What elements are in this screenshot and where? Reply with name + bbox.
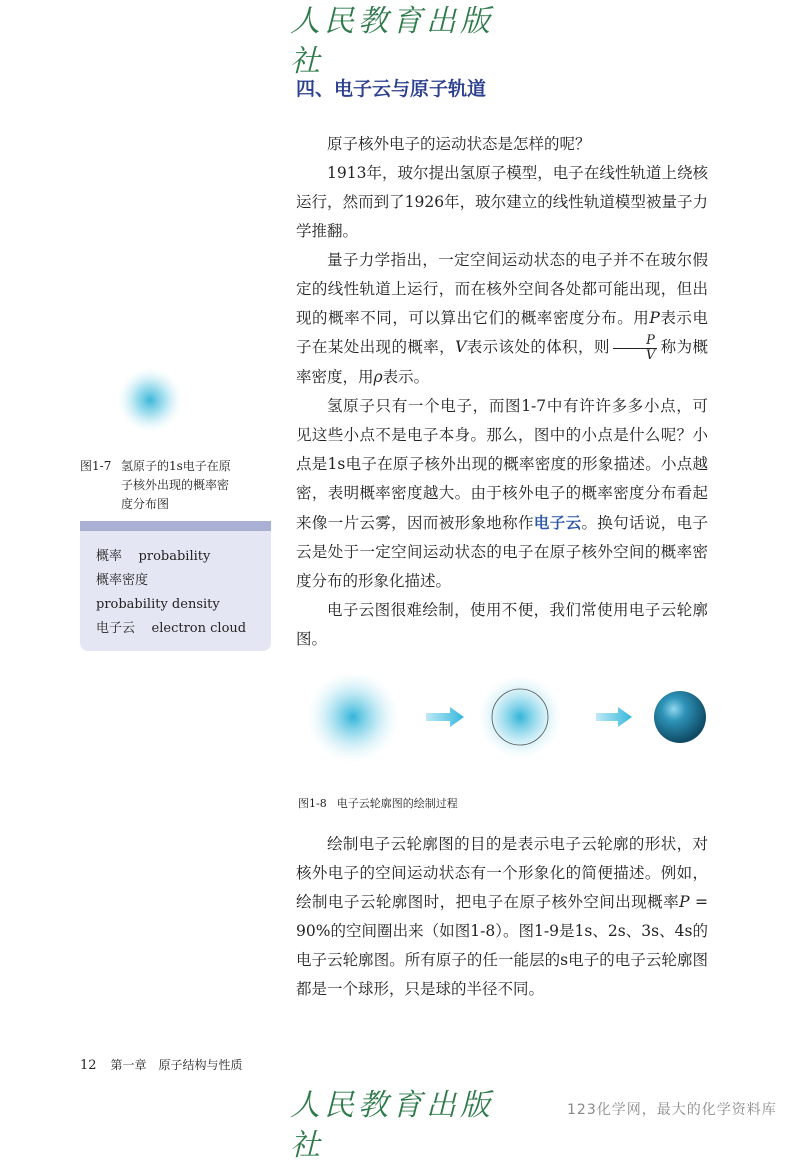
fraction-numerator: P (613, 334, 657, 349)
fraction-denominator: V (645, 347, 656, 363)
p3-symbol-rho: ρ (373, 367, 383, 386)
page-number: 12 (80, 1058, 97, 1073)
p3-symbol-P: P (649, 309, 660, 327)
arrow-right-icon (596, 707, 632, 727)
chapter-title: 第一章 原子结构与性质 (110, 1058, 243, 1072)
vocabulary-box (80, 521, 271, 651)
page-footer (80, 1056, 243, 1073)
vocab-item (96, 617, 271, 641)
p3-text-c: 表示该处的体积，则 (466, 338, 610, 356)
fraction-P-over-V (613, 334, 657, 363)
paragraph-2: 1913年，玻尔提出氢原子模型，电子在线性轨道上绕核运行，然而到了1926年，玻尔建立的线性轨道模型被量子力学推翻。 (296, 164, 708, 240)
p6-symbol-P: P (679, 893, 690, 911)
vocab-item (96, 593, 271, 617)
p6-text-a: 绘制电子云轮廓图的目的是表示电子云轮廓的形状，对核外电子的空间运动状态有一个形象化的简便描述。例如，绘制电子云轮廓图时，把电子在原子核外空间出现概率 (296, 835, 708, 911)
paragraph-1: 原子核外电子的运动状态是怎样的呢？ (327, 135, 591, 153)
paragraph-6 (296, 830, 708, 1004)
p3-text-e: 表示。 (382, 367, 430, 386)
p6-text-b: = 90%的空间圈出来（如图1-8）。图1-9是1s、2s、3s、4s的电子云轮廓图。所有原子的任一能层的s电子的电子云轮廓图都是一个球形，只是球的半径不同。 (296, 893, 708, 998)
term-electron-cloud: 电子云 (533, 512, 582, 532)
vocab-en: probability density (96, 597, 220, 612)
section-title: 四、电子云与原子轨道 (296, 78, 487, 100)
paragraph-5: 电子云图很难绘制，使用不便，我们常使用电子云轮廓图。 (296, 600, 708, 648)
arrow-right-icon (426, 707, 464, 727)
vocab-item (96, 569, 271, 593)
electron-cloud-dots (308, 675, 399, 763)
electron-cloud-with-contour (478, 675, 562, 759)
vocab-zh: 电子云 (96, 621, 136, 636)
p3-text-d: 称为概率密度，用 (296, 338, 708, 386)
hydrogen-1s-cloud-image (118, 368, 182, 432)
p3-text-b: 表示电子在某处出现的概率， (296, 309, 708, 356)
figure-1-8-image (308, 675, 708, 765)
figure-1-8-text: 电子云轮廓图的绘制过程 (336, 797, 458, 810)
p3-text-a: 量子力学指出，一定空间运动状态的电子并不在玻尔假定的线性轨道上运行，而在核外空间各处都可能出现，但出现的概率不同，可以算出它们的概率密度分布。用 (296, 251, 708, 327)
vocab-en: probability (138, 549, 211, 564)
figure-1-8-number: 图1-8 (298, 797, 327, 810)
p4-text-b: 。换句话说，电子云是处于一定空间运动状态的电子在原子核外空间的概率密度分布的形象化描述。 (296, 513, 708, 590)
contour-sphere (654, 691, 706, 743)
vocab-en: electron cloud (151, 621, 247, 636)
vocab-zh: 概率 (96, 549, 123, 564)
figure-1-8-caption (298, 795, 458, 811)
vocab-zh: 概率密度 (96, 573, 149, 588)
vocabulary-box-header-bar (80, 521, 271, 531)
main-text-lower (296, 830, 708, 1004)
figure-1-7-number: 图1-7 (80, 459, 112, 473)
paragraph-3 (296, 246, 708, 392)
p4-text-a: 氢原子只有一个电子，而图1-7中有许许多多小点，可见这些小点不是电子本身。那么，图中的小点是什么呢？小点是1s电子在原子核外出现的概率密度的形象描述。小点越密，表明概率密度越大。由于核外电子的概率密度分布看起来像一片云雾，因而被形象地称作 (296, 396, 708, 532)
figure-1-7-text: 氢原子的1s电子在原子核外出现的概率密度分布图 (121, 459, 231, 511)
p3-symbol-V: V (455, 338, 467, 356)
paragraph-4 (296, 392, 708, 596)
publisher-logo-top: 人民教育出版社 (290, 4, 494, 79)
watermark-text: 123化学网，最大的化学资料库 (567, 1102, 777, 1118)
vocab-item (96, 545, 271, 569)
publisher-logo-bottom: 人民教育出版社 (290, 1088, 494, 1163)
main-text-upper (296, 130, 708, 654)
